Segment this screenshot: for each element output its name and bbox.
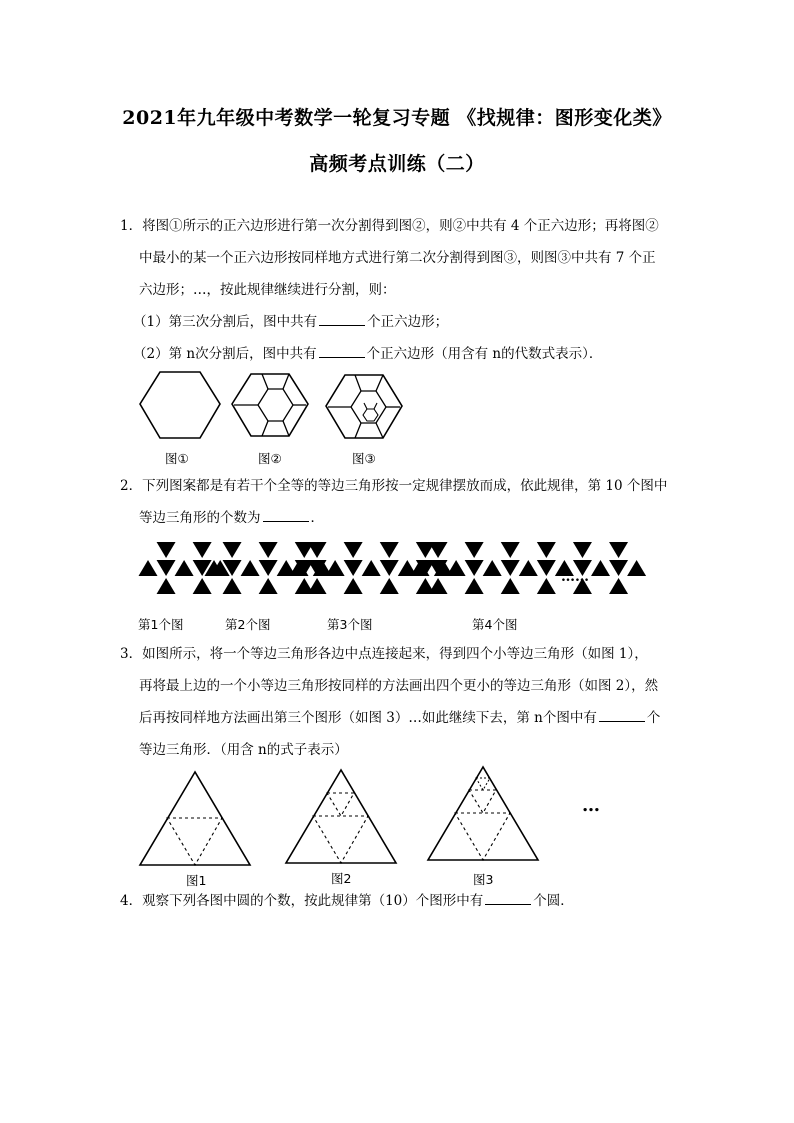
q3-caption-1: 图1 <box>186 873 207 888</box>
q3-fig1-inner <box>167 818 222 865</box>
q2-line2-text: 等边三角形的个数为 <box>139 510 261 526</box>
q3-line2: 再将最上边的一个小等边三角形按同样的方法画出四个更小的等边三角形（如图 2），然 <box>139 678 659 694</box>
q1-line2: 中最小的某一个正六边形按同样地方式进行第二次分割得到图③，则图③中共有 7 个正 <box>139 250 656 266</box>
q2-line1: 2．下列图案都是有若干个全等的等边三角形按一定规律摆放而成，依此规律，第 10 个图中 <box>120 478 668 494</box>
q1-sub1-suffix: 个正六边形； <box>367 314 449 330</box>
q2-caption-3: 第3个图 <box>327 617 373 632</box>
q2-caption-4: 第4个图 <box>472 617 518 632</box>
q4-blank[interactable] <box>485 892 531 905</box>
q1-sub1-text: （1）第三次分割后，图中共有 <box>133 314 318 330</box>
q3-caption-2: 图2 <box>331 871 352 886</box>
q3-line1: 3．如图所示，将一个等边三角形各边中点连接起来，得到四个小等边三角形（如图 1）， <box>120 646 648 662</box>
q3-fig2-outer <box>286 770 396 863</box>
q1-sub2-text: （2）第 n次分割后，图中共有 <box>133 346 317 362</box>
q1-caption-1: 图① <box>165 451 189 466</box>
q2-ellipsis: …… <box>561 569 589 585</box>
q1-line1: 1．将图①所示的正六边形进行第一次分割得到图②，则②中共有 4 个正六边形；再将图② <box>120 218 659 234</box>
q1-line3: 六边形；…，按此规律继续进行分割，则： <box>139 282 396 298</box>
q3-fig2-inner-small <box>327 793 354 816</box>
q1-caption-2: 图② <box>258 451 282 466</box>
q4-text: 4．观察下列各图中圆的个数，按此规律第（10）个图形中有 <box>120 893 484 909</box>
q3-ellipsis: … <box>582 795 602 816</box>
q3-caption-3: 图3 <box>473 872 494 887</box>
q3-fig3-inner-small <box>469 790 496 813</box>
q1-sub2-suffix: 个正六边形（用含有 n的代数式表示）． <box>366 346 603 362</box>
q3-line3-suffix: 个 <box>646 710 661 726</box>
q3-line4: 等边三角形．（用含 n的式子表示） <box>139 742 348 758</box>
q3-line3-text: 后再按同样地方法画出第三个图形（如图 3）…如此继续下去，第 n个图中有 <box>139 710 597 726</box>
q2-line2-suffix: ． <box>310 510 324 526</box>
q4-suffix: 个圆． <box>533 893 574 909</box>
page-title: 2021年九年级中考数学一轮复习专题 《找规律：图形变化类》 <box>122 107 672 129</box>
q2-caption-1: 第1个图 <box>138 617 184 632</box>
q2-caption-2: 第2个图 <box>225 617 271 632</box>
q3-fig1-outer <box>140 772 250 865</box>
q3-fig3-inner <box>455 813 510 860</box>
q3-fig3-outer <box>428 767 538 860</box>
q3-fig2-inner <box>313 816 368 863</box>
q4-line <box>120 892 574 910</box>
page-subtitle: 高频考点训练（二） <box>309 153 485 175</box>
q3-fig3-inner-smallest <box>476 778 490 790</box>
q1-caption-3: 图③ <box>352 451 376 466</box>
